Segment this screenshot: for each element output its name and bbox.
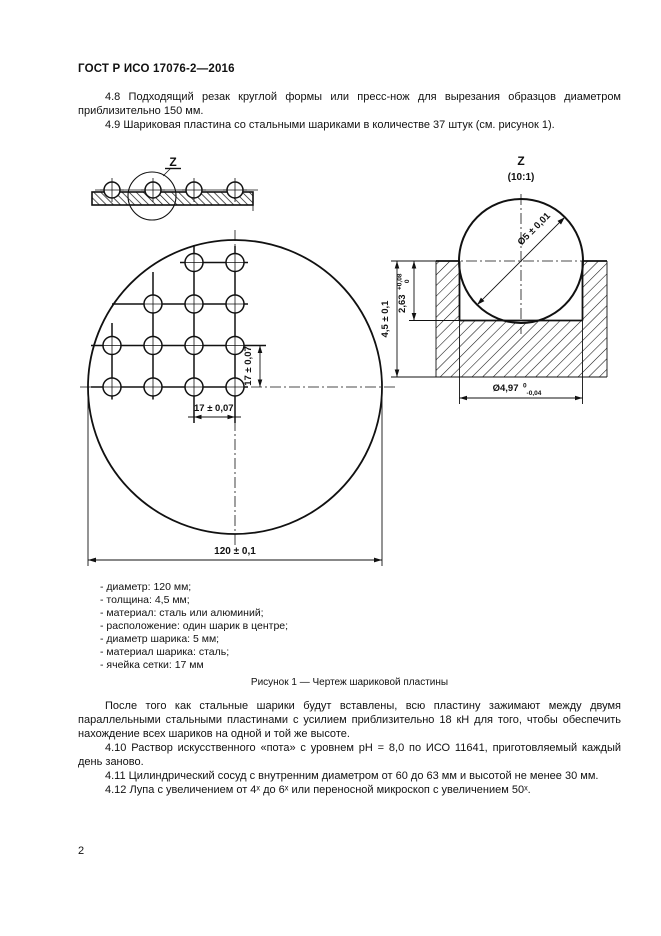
figure-notes <box>100 581 288 672</box>
paragraph-4-10: 4.10 Раствор искусственного «пота» с уровнем pH = 8,0 по ИСО 11641, приготовляемый каждый день заново. <box>78 742 621 768</box>
detail-scale: (10:1) <box>507 172 535 183</box>
detail-view-z <box>380 154 607 404</box>
body-paragraphs <box>78 699 621 797</box>
plate-front-view <box>80 230 398 566</box>
figure-note: - диаметр: 120 мм; <box>100 581 192 593</box>
paragraph-4-9: 4.9 Шариковая пластина со стальными шариками в количестве 37 штук (см. рисунок 1). <box>105 119 555 131</box>
dim-hole-value: Ø4,97 <box>492 383 519 394</box>
paragraph-after-figure: После того как стальные шарики будут вставлены, всю пластину зажимают между двумя параллельными стальными пластинами с усилием приблизительно 18 кН для того, чтобы обеспечить нахождение всех шариков на одной и той же высоте. <box>78 700 621 740</box>
ball-crosshairs <box>99 250 248 401</box>
dim-hole-tol-lower: -0,04 <box>526 390 542 397</box>
dim-grid-horizontal <box>188 403 241 419</box>
dim-grid-vertical-label: 17 ± 0,07 <box>243 346 254 386</box>
figure-note: - материал шарика: сталь; <box>100 646 230 658</box>
dim-recess-depth-value: 2,63 <box>397 294 408 313</box>
figure-caption: Рисунок 1 — Чертеж шариковой пластины <box>250 677 449 688</box>
paragraph-4-11: 4.11 Цилиндрический сосуд с внутренним диаметром от 60 до 63 мм и высотой не менее 30 мм. <box>105 770 599 782</box>
detail-callout-label: Z <box>169 155 177 169</box>
ball-grid <box>99 250 248 401</box>
ball-grid-lines <box>91 245 266 423</box>
dim-hole-tol-upper: 0 <box>522 382 527 390</box>
dim-grid-vertical <box>243 346 262 388</box>
detail-title: Z <box>517 154 525 168</box>
figure-note: - диаметр шарика: 5 мм; <box>100 633 220 645</box>
doc-header: ГОСТ Р ИСО 17076-2—2016 <box>78 63 235 75</box>
figure-note: - материал: сталь или алюминий; <box>100 607 264 619</box>
dim-recess-depth-tol-lower: 0 <box>404 279 411 284</box>
plate-section-view <box>92 155 258 220</box>
dim-plate-thickness-label: 4,5 ± 0,1 <box>380 300 391 338</box>
figure-note: - расположение: один шарик в центре; <box>100 620 289 632</box>
dim-recess-depth-label <box>389 269 412 313</box>
dim-plate-diameter-label: 120 ± 0,1 <box>214 546 256 557</box>
dim-grid-horizontal-label: 17 ± 0,07 <box>194 403 234 414</box>
figure-note: - ячейка сетки: 17 мм <box>100 659 204 671</box>
paragraph-4-8: 4.8 Подходящий резак круглой формы или пресс-нож для вырезания образцов диаметром приблизительно 150 мм. <box>78 91 621 117</box>
paragraph-4-12: 4.12 Лупа с увеличением от 4ˣ до 6ˣ или переносной микроскоп с увеличением 50ˣ. <box>105 784 531 796</box>
dim-ball-diameter-label: Ø5 ± 0,01 <box>515 210 553 248</box>
dim-hole-diameter-label <box>493 375 542 398</box>
page-number: 2 <box>78 845 85 857</box>
figure-note: - толщина: 4,5 мм; <box>100 594 190 606</box>
dim-plate-thickness <box>380 261 436 377</box>
dim-recess-depth-tol-upper: +0,08 <box>396 273 404 290</box>
